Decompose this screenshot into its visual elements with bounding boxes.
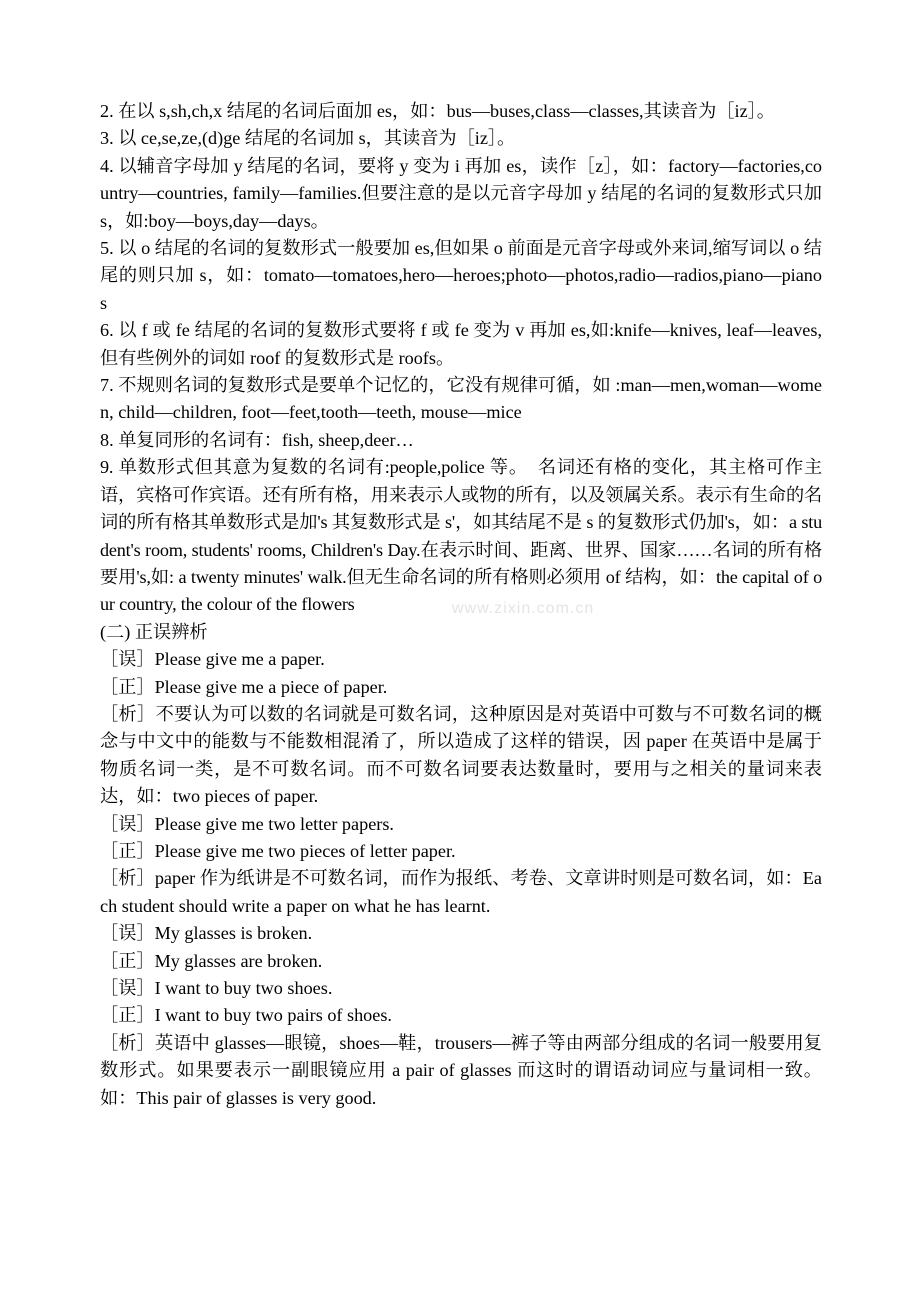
correct-line: ［正］Please give me two pieces of letter paper. bbox=[100, 840, 456, 861]
watermark: www.zixin.com.cn bbox=[452, 600, 595, 617]
correct-line: ［正］I want to buy two pairs of shoes. bbox=[100, 1005, 392, 1026]
error-line: ［误］I want to buy two shoes. bbox=[100, 978, 333, 998]
error-line: ［误］Please give me a paper. bbox=[100, 649, 325, 670]
analysis-paragraph: ［析］英语中 glasses—眼镜，shoes—鞋，trousers—裤子等由两部分组成的名词一般要用复数形式。如果要表示一副眼镜应用 a pair of glasses 而这时的谓语动词应与量词相一致。如：This pair of glasses is very good. bbox=[100, 1032, 822, 1108]
rule-2-paragraph: 2. 在以 s,sh,ch,x 结尾的名词后面加 es，如：bus—buses,class—classes,其读音为［iz］。 bbox=[100, 101, 775, 121]
rule-3-paragraph: 3. 以 ce,se,ze,(d)ge 结尾的名词加 s，其读音为［iz］。 bbox=[100, 128, 516, 149]
rule-9-paragraph: 9. 单数形式但其意为复数的名词有:people,police 等。 名词还有格的变化，其主格可作主语，宾格可作宾语。还有所有格，用来表示人或物的所有，以及领属关系。表示有生命的名词的所有格其单数形式是加's 其复数形式是 s'，如其结尾不是 s 的复数形式仍加's，如：a student's room, students' rooms, Children's Day.在表示时间、距离、世界、国家……名词的所有格要用's,如: a twenty minutes' walk.但无生命名词的所有格则必须用 of 结构，如：the capital of our country, the colour of the flowers bbox=[100, 457, 822, 615]
rule-6-paragraph: 6. 以 f 或 fe 结尾的名词的复数形式要将 f 或 fe 变为 v 再加 es,如:knife—knives, leaf—leaves, 但有些例外的词如 roof 的复数形式是 roofs。 bbox=[100, 320, 822, 368]
correct-line: ［正］Please give me a piece of paper. bbox=[100, 676, 388, 697]
rule-8-paragraph: 8. 单复同形的名词有：fish, sheep,deer… bbox=[100, 429, 414, 450]
error-line: ［误］Please give me two letter papers. bbox=[100, 813, 394, 834]
correct-line: ［正］My glasses are broken. bbox=[100, 950, 323, 971]
section-heading: (二) 正误辨析 bbox=[100, 621, 208, 642]
document-body bbox=[100, 98, 822, 1112]
analysis-paragraph: ［析］paper 作为纸讲是不可数名词，而作为报纸、考卷、文章讲时则是可数名词，如：Each student should write a paper on what he has learnt. bbox=[100, 868, 822, 916]
rule-4-paragraph: 4. 以辅音字母加 y 结尾的名词，要将 y 变为 i 再加 es，读作［z］，如：factory—factories,country—countries, family—families.但要注意的是以元音字母加 y 结尾的名词的复数形式只加 s，如:boy—boys,day—days。 bbox=[100, 155, 822, 231]
analysis-paragraph: ［析］不要认为可以数的名词就是可数名词，这种原因是对英语中可数与不可数名词的概念与中文中的能数与不能数相混淆了，所以造成了这样的错误，因 paper 在英语中是属于物质名词一类，是不可数名词。而不可数名词要表达数量时，要用与之相关的量词来表达，如：two pieces of paper. bbox=[100, 703, 822, 807]
rule-7-paragraph: 7. 不规则名词的复数形式是要单个记忆的，它没有规律可循，如 :man—men,woman—women, child—children, foot—feet,tooth—teeth, mouse—mice bbox=[100, 375, 822, 423]
error-line: ［误］My glasses is broken. bbox=[100, 923, 313, 944]
rule-5-paragraph: 5. 以 o 结尾的名词的复数形式一般要加 es,但如果 o 前面是元音字母或外来词,缩写词以 o 结尾的则只加 s，如：tomato—tomatoes,hero—heroes;photo—photos,radio—radios,piano—pianos bbox=[100, 238, 822, 313]
